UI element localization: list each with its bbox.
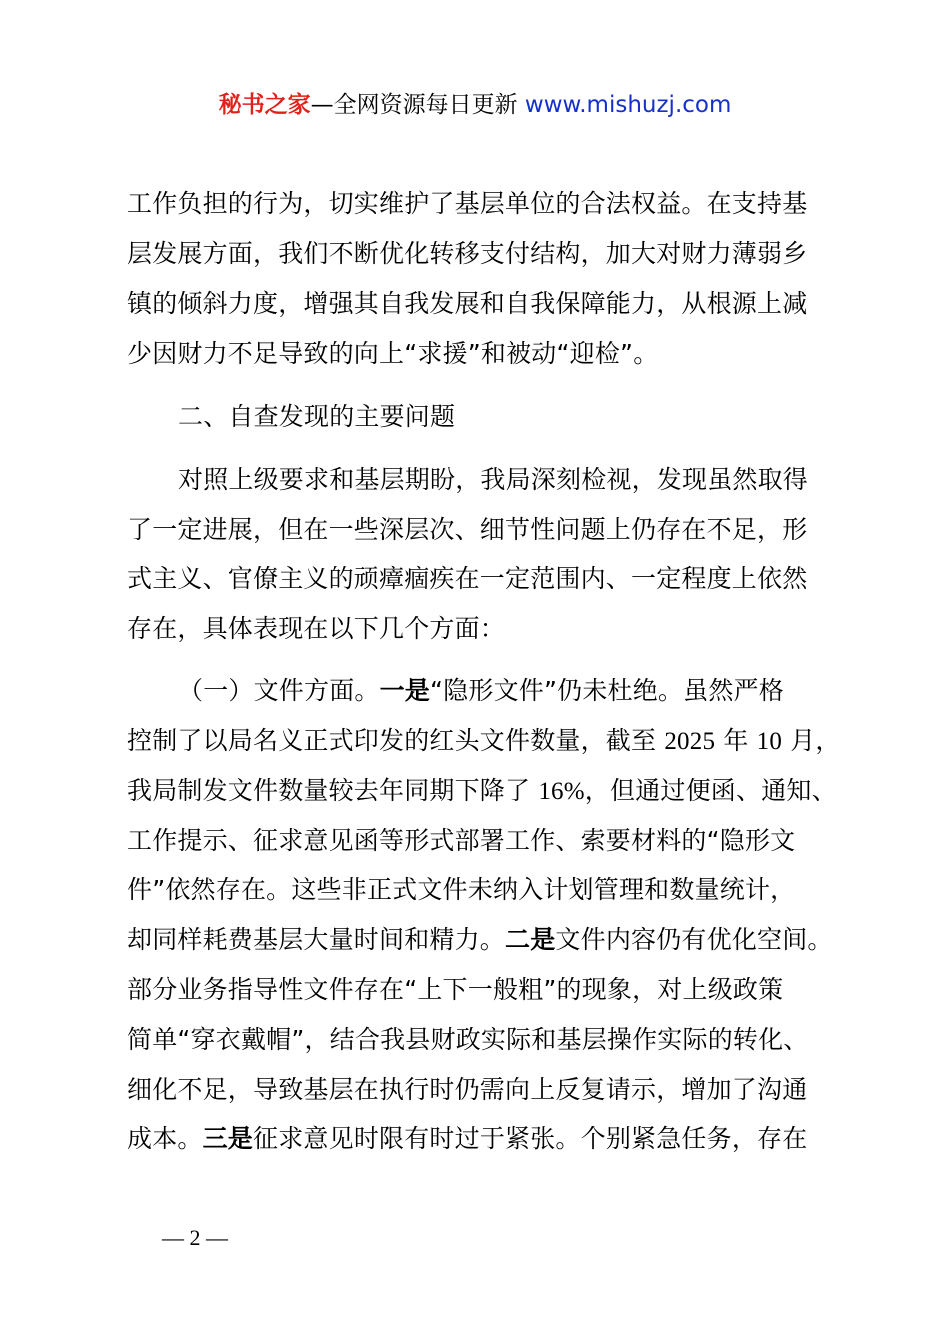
year-value: 2025 bbox=[664, 728, 716, 755]
line-text: 月， bbox=[782, 726, 841, 755]
body-line-11 bbox=[127, 724, 841, 759]
subsection-heading bbox=[178, 674, 784, 708]
site-header bbox=[0, 88, 950, 122]
body-line-12 bbox=[127, 774, 837, 809]
subsection-title: （一）文件方面。 bbox=[178, 676, 380, 705]
body-line-13: 工作提示、征求意见函等形式部署工作、索要材料的“隐形文 bbox=[127, 826, 796, 855]
body-line-19 bbox=[127, 1122, 807, 1156]
section-heading: 二、自查发现的主要问题 bbox=[178, 402, 456, 431]
month-value: 10 bbox=[756, 728, 783, 755]
body-line-7: 了一定进展，但在一些深层次、细节性问题上仍存在不足，形 bbox=[127, 515, 808, 544]
point-three-label: 三是 bbox=[202, 1124, 254, 1153]
line-text: 我局制发文件数量较去年同期下降了 bbox=[127, 776, 539, 805]
point-one-text: “隐形文件”仍未杜绝。虽然严格 bbox=[430, 676, 784, 705]
header-tagline: —全网资源每日更新 bbox=[310, 92, 525, 118]
page-number: — 2 — bbox=[162, 1225, 228, 1250]
body-line-1: 工作负担的行为，切实维护了基层单位的合法权益。在支持基 bbox=[127, 189, 808, 218]
line-text: 却同样耗费基层大量时间和精力。 bbox=[127, 925, 506, 954]
point-two-text: 文件内容仍有优化空间。 bbox=[555, 925, 833, 954]
point-two-label: 二是 bbox=[505, 925, 556, 954]
site-url[interactable]: www.mishuzj.com bbox=[524, 92, 732, 118]
body-line-6: 对照上级要求和基层期盼，我局深刻检视，发现虽然取得 bbox=[178, 465, 809, 494]
body-line-17: 简单“穿衣戴帽”，结合我县财政实际和基层操作实际的转化、 bbox=[127, 1025, 809, 1054]
percent-value: 16% bbox=[538, 778, 585, 805]
point-three-text: 征求意见时限有时过于紧张。个别紧急任务，存在 bbox=[253, 1124, 808, 1153]
body-line-15 bbox=[127, 923, 833, 957]
body-line-14: 件”依然存在。这些非正式文件未纳入计划管理和数量统计， bbox=[127, 875, 796, 904]
body-line-16: 部分业务指导性文件存在“上下一般粗”的现象，对上级政策 bbox=[127, 975, 784, 1004]
body-line-2: 层发展方面，我们不断优化转移支付结构，加大对财力薄弱乡 bbox=[127, 239, 808, 268]
point-one-label: 一是 bbox=[379, 676, 431, 705]
line-text: ，但通过便函、通知、 bbox=[584, 776, 837, 805]
line-text: 年 bbox=[715, 726, 757, 755]
body-line-4: 少因财力不足导致的向上“求援”和被动“迎检”。 bbox=[127, 339, 659, 368]
body-line-18: 细化不足，导致基层在执行时仍需向上反复请示，增加了沟通 bbox=[127, 1075, 808, 1104]
body-line-9: 存在，具体表现在以下几个方面： bbox=[127, 614, 506, 643]
line-text: 控制了以局名义正式印发的红头文件数量，截至 bbox=[127, 726, 665, 755]
body-line-8: 式主义、官僚主义的顽瘴痼疾在一定范围内、一定程度上依然 bbox=[127, 564, 808, 593]
line-text: 成本。 bbox=[127, 1124, 203, 1153]
body-line-3: 镇的倾斜力度，增强其自我发展和自我保障能力，从根源上减 bbox=[127, 289, 808, 318]
brand-name: 秘书之家 bbox=[218, 92, 311, 118]
